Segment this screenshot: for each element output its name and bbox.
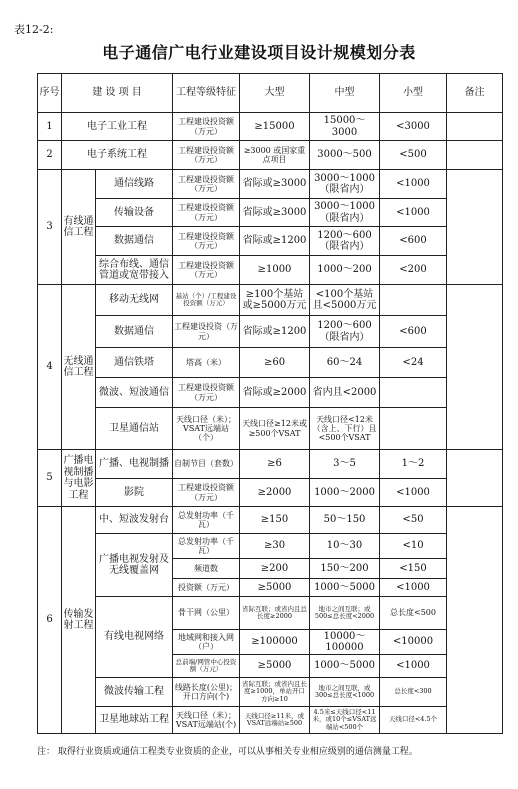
large-cell: 省际互联；或省内且总长度≥2000 bbox=[240, 597, 310, 630]
item-cell: 数据通信 bbox=[96, 316, 173, 348]
table-row bbox=[38, 408, 503, 450]
medium-cell: 1200～600（限省内） bbox=[310, 316, 380, 348]
item-cell: 卫星通信站 bbox=[96, 408, 173, 450]
large-cell: ≥100000 bbox=[240, 630, 310, 655]
table-row bbox=[38, 256, 503, 285]
table-row bbox=[38, 348, 503, 378]
item-cell: 中、短波发射台 bbox=[96, 507, 173, 534]
small-cell: <50 bbox=[380, 507, 447, 534]
small-cell: <600 bbox=[380, 227, 447, 256]
header-medium: 中型 bbox=[310, 74, 380, 113]
item-cell: 卫星地球站工程 bbox=[96, 707, 173, 734]
feature-cell: 天线口径（米）；VSAT远端站(个) bbox=[173, 707, 240, 734]
medium-cell: 150～200 bbox=[310, 559, 380, 579]
item-cell: 传输设备 bbox=[96, 199, 173, 227]
table-row bbox=[38, 316, 503, 348]
small-cell: <1000 bbox=[380, 479, 447, 507]
medium-cell: 1200～600（限省内） bbox=[310, 227, 380, 256]
medium-cell: 1000～2000 bbox=[310, 479, 380, 507]
medium-cell: 50～150 bbox=[310, 507, 380, 534]
remarks-cell bbox=[447, 141, 503, 170]
large-cell: 省际或≥3000 bbox=[240, 199, 310, 227]
feature-cell: 工程建设投资额（万元） bbox=[173, 141, 240, 170]
small-cell: <500 bbox=[380, 141, 447, 170]
medium-cell: 天线口径<12米（含上、下行）且<500个VSAT bbox=[310, 408, 380, 450]
medium-cell: 15000～3000 bbox=[310, 113, 380, 141]
project-cell: 电子系统工程 bbox=[62, 141, 173, 170]
item-cell: 影院 bbox=[96, 479, 173, 507]
large-cell: ≥15000 bbox=[240, 113, 310, 141]
small-cell: <1000 bbox=[380, 199, 447, 227]
feature-cell: 工程建设投资额（万元） bbox=[173, 378, 240, 408]
project-cell: 电子工业工程 bbox=[62, 113, 173, 141]
feature-cell: 投资额（万元） bbox=[173, 579, 240, 597]
small-cell: <1000 bbox=[380, 170, 447, 199]
table-number: 表12-2: bbox=[14, 23, 54, 36]
large-cell: ≥60 bbox=[240, 348, 310, 378]
remarks-cell bbox=[447, 113, 503, 141]
small-cell: <1000 bbox=[380, 579, 447, 597]
large-cell: 天线口径≥11米，或VSAT远端站≥500 bbox=[240, 707, 310, 734]
medium-cell: 4.5米≤天线口径<11米，或10个≤VSAT远端站<500个 bbox=[310, 707, 380, 734]
seq-cell: 5 bbox=[38, 450, 62, 507]
small-cell: <10 bbox=[380, 534, 447, 559]
item-cell: 移动无线网 bbox=[96, 285, 173, 316]
medium-cell: 地市之间互联，或300≤总长度<1000 bbox=[310, 678, 380, 707]
small-cell: <200 bbox=[380, 256, 447, 285]
medium-cell: 60～24 bbox=[310, 348, 380, 378]
table-row bbox=[38, 170, 503, 199]
large-cell: ≥200 bbox=[240, 559, 310, 579]
small-cell: 天线口径<4.5个 bbox=[380, 707, 447, 734]
small-cell: 总长度<300 bbox=[380, 678, 447, 707]
table-row bbox=[38, 141, 503, 170]
footnote: 注： 取得行业资质或通信工程类专业资质的企业，可以从事相关专业相应级别的通信测量工程。 bbox=[37, 747, 418, 757]
item-cell: 通信铁塔 bbox=[96, 348, 173, 378]
large-cell: 省际或≥2000 bbox=[240, 378, 310, 408]
medium-cell: 1000～200 bbox=[310, 256, 380, 285]
feature-cell: 总前端/网管中心投资额（万元） bbox=[173, 655, 240, 678]
category-cell: 传输发射工程 bbox=[62, 507, 96, 734]
table-row bbox=[38, 534, 503, 559]
header-small: 小型 bbox=[380, 74, 447, 113]
item-cell: 微波、短波通信 bbox=[96, 378, 173, 408]
table-row bbox=[38, 227, 503, 256]
remarks-cell bbox=[447, 285, 503, 450]
feature-cell: 地域网和接入网（户） bbox=[173, 630, 240, 655]
header-remarks: 备注 bbox=[447, 74, 503, 113]
feature-cell: 总发射功率（千瓦） bbox=[173, 534, 240, 559]
feature-cell: 线路长度(公里)；开口方向(个) bbox=[173, 678, 240, 707]
category-cell: 有线通信工程 bbox=[62, 170, 96, 285]
small-cell bbox=[380, 285, 447, 316]
large-cell: ≥5000 bbox=[240, 579, 310, 597]
feature-cell: 工程建设投资额（万元） bbox=[173, 170, 240, 199]
large-cell: ≥5000 bbox=[240, 655, 310, 678]
feature-cell: 总发射功率（千瓦） bbox=[173, 507, 240, 534]
medium-cell: 3～5 bbox=[310, 450, 380, 479]
large-cell: ≥2000 bbox=[240, 479, 310, 507]
large-cell: 省际或≥3000 bbox=[240, 170, 310, 199]
feature-cell: 工程建设投资额（万元） bbox=[173, 479, 240, 507]
remarks-cell bbox=[447, 450, 503, 507]
small-cell: <600 bbox=[380, 316, 447, 348]
small-cell: <3000 bbox=[380, 113, 447, 141]
seq-cell: 2 bbox=[38, 141, 62, 170]
scale-classification-table bbox=[37, 73, 503, 734]
large-cell: ≥150 bbox=[240, 507, 310, 534]
header-row bbox=[38, 74, 503, 113]
category-cell: 无线通信工程 bbox=[62, 285, 96, 450]
remarks-cell bbox=[447, 170, 503, 285]
remarks-cell bbox=[447, 507, 503, 734]
medium-cell: 3000～500 bbox=[310, 141, 380, 170]
small-cell: 总长度<500 bbox=[380, 597, 447, 630]
large-cell: 省际或≥1200 bbox=[240, 316, 310, 348]
large-cell: ≥1000 bbox=[240, 256, 310, 285]
small-cell: 1～2 bbox=[380, 450, 447, 479]
seq-cell: 4 bbox=[38, 285, 62, 450]
small-cell: <1000 bbox=[380, 655, 447, 678]
seq-cell: 6 bbox=[38, 507, 62, 734]
large-cell: 省际或≥1200 bbox=[240, 227, 310, 256]
large-cell: ≥30 bbox=[240, 534, 310, 559]
page-title: 电子通信广电行业建设项目设计规模划分表 bbox=[102, 43, 416, 62]
table-row bbox=[38, 113, 503, 141]
large-cell: ≥6 bbox=[240, 450, 310, 479]
item-cell: 通信线路 bbox=[96, 170, 173, 199]
feature-cell: 骨干网（公里） bbox=[173, 597, 240, 630]
small-cell bbox=[380, 378, 447, 408]
seq-cell: 3 bbox=[38, 170, 62, 285]
table-row bbox=[38, 378, 503, 408]
header-seq: 序号 bbox=[38, 74, 62, 113]
medium-cell: 1000～5000 bbox=[310, 655, 380, 678]
large-cell: ≥100个基站或≥5000万元 bbox=[240, 285, 310, 316]
large-cell: 省际互联；或省内且长度≥1000，单站开口方向≥10 bbox=[240, 678, 310, 707]
medium-cell: 10～30 bbox=[310, 534, 380, 559]
large-cell: ≥3000 或国家重点项目 bbox=[240, 141, 310, 170]
large-cell: 天线口径≥12米或≥500个VSAT bbox=[240, 408, 310, 450]
medium-cell: 10000～100000 bbox=[310, 630, 380, 655]
feature-cell: 工程建设投资额（万元） bbox=[173, 227, 240, 256]
table-row bbox=[38, 450, 503, 479]
item-cell: 广播电视发射及无线覆盖网 bbox=[96, 534, 173, 597]
item-cell: 广播、电视制播 bbox=[96, 450, 173, 479]
table-row bbox=[38, 507, 503, 534]
small-cell bbox=[380, 408, 447, 450]
category-cell: 广播电视制播与电影工程 bbox=[62, 450, 96, 507]
feature-cell: 工程建设投资额（万元） bbox=[173, 256, 240, 285]
table-row bbox=[38, 678, 503, 707]
header-feature: 工程等级特征 bbox=[173, 74, 240, 113]
table-row bbox=[38, 479, 503, 507]
header-project: 建 设 项 目 bbox=[62, 74, 173, 113]
item-cell: 数据通信 bbox=[96, 227, 173, 256]
feature-cell: 工程建设投资（万元） bbox=[173, 316, 240, 348]
seq-cell: 1 bbox=[38, 113, 62, 141]
medium-cell: 地市之间互联；或500≤总长度<2000 bbox=[310, 597, 380, 630]
feature-cell: 自制节目（套数） bbox=[173, 450, 240, 479]
medium-cell: 1000～5000 bbox=[310, 579, 380, 597]
small-cell: <150 bbox=[380, 559, 447, 579]
small-cell: <24 bbox=[380, 348, 447, 378]
table-row bbox=[38, 597, 503, 630]
feature-cell: 频道数 bbox=[173, 559, 240, 579]
medium-cell: 省内且<2000 bbox=[310, 378, 380, 408]
item-cell: 微波传输工程 bbox=[96, 678, 173, 707]
feature-cell: 工程建设投资额（万元） bbox=[173, 113, 240, 141]
item-cell: 综合布线、通信管道或宽带接入 bbox=[96, 256, 173, 285]
small-cell: <10000 bbox=[380, 630, 447, 655]
table-row bbox=[38, 707, 503, 734]
table-row bbox=[38, 199, 503, 227]
feature-cell: 塔高（米） bbox=[173, 348, 240, 378]
table-row bbox=[38, 285, 503, 316]
medium-cell: <100个基站且<5000万元 bbox=[310, 285, 380, 316]
header-large: 大型 bbox=[240, 74, 310, 113]
medium-cell: 3000～1000（限省内） bbox=[310, 199, 380, 227]
feature-cell: 天线口径（米）；VSAT远端站（个） bbox=[173, 408, 240, 450]
item-cell: 有线电视网络 bbox=[96, 597, 173, 678]
medium-cell: 3000～1000（限省内） bbox=[310, 170, 380, 199]
feature-cell: 工程建设投资额（万元） bbox=[173, 199, 240, 227]
feature-cell: 基站（个）/工程建设投资额（万元） bbox=[173, 285, 240, 316]
